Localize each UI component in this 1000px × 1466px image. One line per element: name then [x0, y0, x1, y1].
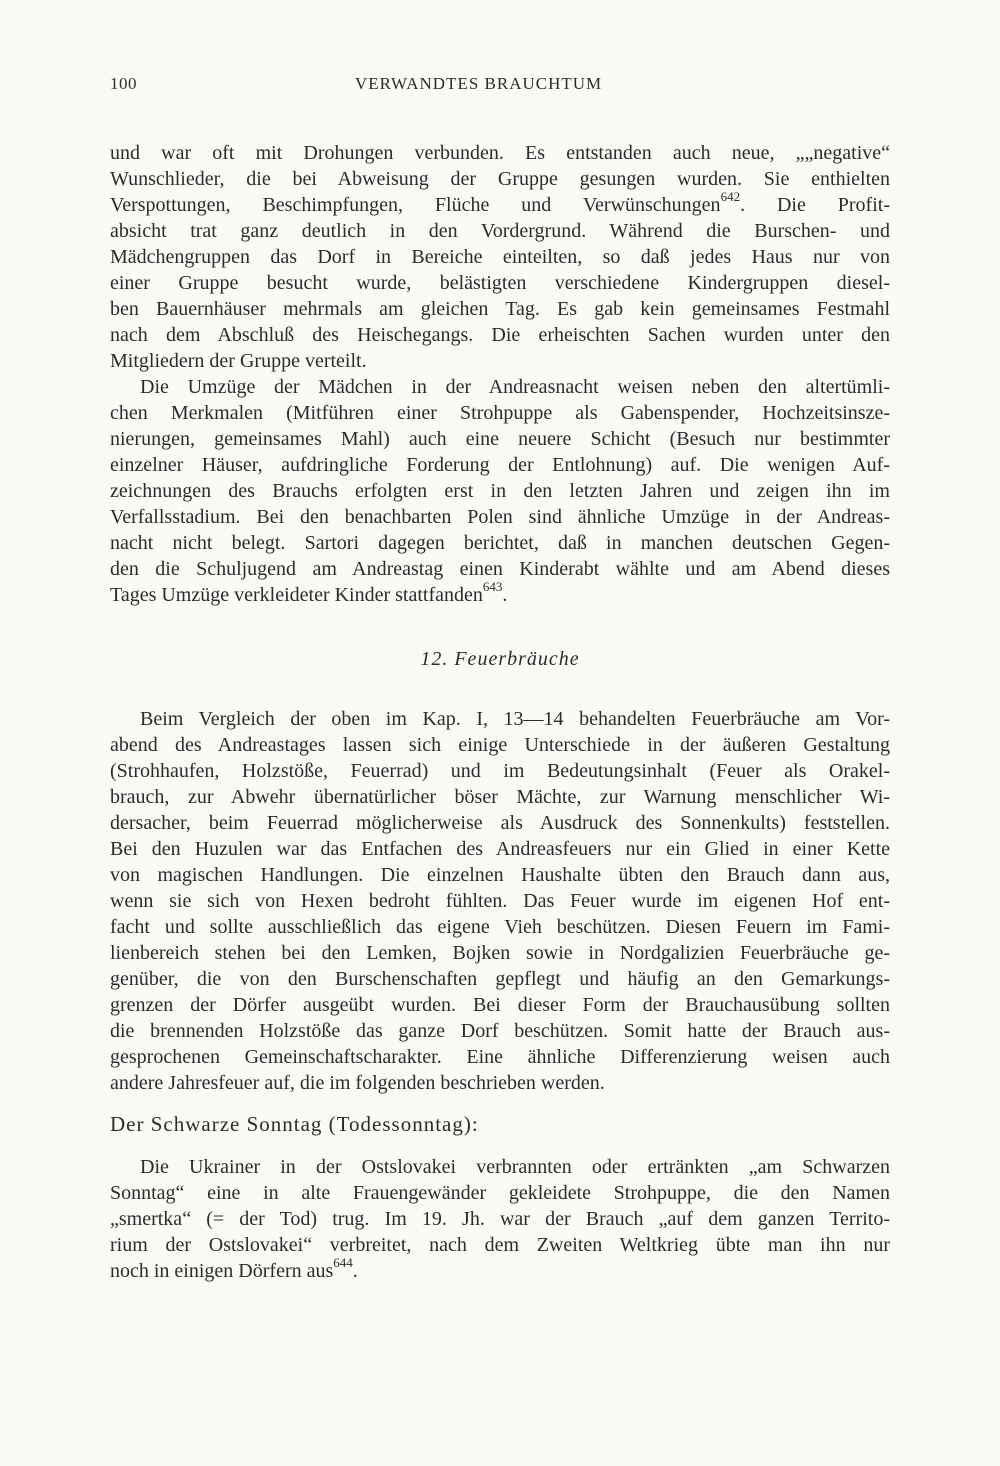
- text-line: Mitgliedern der Gruppe verteilt.: [110, 350, 367, 372]
- text-segment: Tages Umzüge verkleideter Kinder stattfanden: [110, 584, 483, 606]
- text-line: rium der Ostslovakei“ verbreitet, nach dem Zweiten Weltkrieg übte man ihn nur: [110, 1234, 890, 1256]
- text-line: (Strohhaufen, Holzstöße, Feuerrad) und im Bedeutungsinhalt (Feuer als Orakel-: [110, 760, 890, 782]
- text-line: von magischen Handlungen. Die einzelnen Haushalte übten den Brauch dann aus,: [110, 864, 890, 886]
- text-line: abend des Andreastages lassen sich einige Unterschiede in der äußeren Gestaltung: [110, 734, 890, 756]
- text-line: Wunschlieder, die bei Abweisung der Gruppe gesungen wurden. Sie enthielten: [110, 168, 890, 190]
- text-line: [110, 579, 508, 608]
- text-line: Die Umzüge der Mädchen in der Andreasnacht weisen neben den altertümli-: [140, 376, 890, 398]
- text-segment: noch in einigen Dörfern aus: [110, 1260, 334, 1282]
- text-line: [110, 189, 890, 218]
- subsection-heading: Der Schwarze Sonntag (Todessonntag):: [110, 1112, 479, 1136]
- footnote-ref-644: 644: [333, 1255, 353, 1271]
- text-line: chen Merkmalen (Mitführen einer Strohpuppe als Gabenspender, Hochzeitsinsze-: [110, 402, 890, 424]
- text-line: [110, 1255, 358, 1284]
- text-line: gesprochenen Gemeinschaftscharakter. Eine ähnliche Differenzierung weisen auch: [110, 1046, 890, 1068]
- running-header: [110, 74, 890, 100]
- text-line: Mädchengruppen das Dorf in Bereiche einteilten, so daß jedes Haus nur von: [110, 246, 890, 268]
- text-line: absicht trat ganz deutlich in den Vordergrund. Während die Burschen- und: [110, 220, 890, 242]
- text-line: grenzen der Dörfer ausgeübt wurden. Bei dieser Form der Brauchausübung sollten: [110, 994, 890, 1016]
- text-line: zeichnungen des Brauchs erfolgten erst in den letzten Jahren und zeigen ihn im: [110, 480, 890, 502]
- text-line: lienbereich stehen bei den Lemken, Bojken sowie in Nordgalizien Feuerbräuche ge-: [110, 942, 890, 964]
- text-line: einer Gruppe besucht wurde, belästigten verschiedene Kindergruppen diesel-: [110, 272, 890, 294]
- text-line: ben Bauernhäuser mehrmals am gleichen Tag. Es gab kein gemeinsames Festmahl: [110, 298, 890, 320]
- text-line: Sonntag“ eine in alte Frauengewänder gekleidete Strohpuppe, die den Namen: [110, 1182, 890, 1204]
- footnote-ref-643: 643: [482, 579, 503, 595]
- text-line: Die Ukrainer in der Ostslovakei verbrannten oder ertränkten „am Schwarzen: [140, 1156, 890, 1178]
- text-line: die brennenden Holzstöße das ganze Dorf beschützen. Somit hatte der Brauch aus-: [110, 1020, 890, 1042]
- text-line: facht und sollte ausschließlich das eigene Vieh beschützen. Diesen Feuern im Fami-: [110, 916, 890, 938]
- text-line: einzelner Häuser, aufdringliche Forderung der Entlohnung) auf. Die wenigen Auf-: [110, 454, 890, 476]
- text-line: nierungen, gemeinsames Mahl) auch eine neuere Schicht (Besuch nur bestimmter: [110, 428, 890, 450]
- text-line: wenn sie sich von Hexen bedroht fühlten. Das Feuer wurde im eigenen Hof ent-: [110, 890, 890, 912]
- text-segment: .: [502, 584, 508, 606]
- text-line: brauch, zur Abwehr übernatürlicher böser Mächte, zur Warnung menschlicher Wi-: [110, 786, 890, 808]
- text-segment: .: [352, 1260, 358, 1282]
- text-line: genüber, die von den Burschenschaften gepflegt und häufig an den Gemarkungs-: [110, 968, 890, 990]
- text-line: „smertka“ (= der Tod) trug. Im 19. Jh. war der Brauch „auf dem ganzen Territo-: [110, 1208, 890, 1230]
- text-line: andere Jahresfeuer auf, die im folgenden beschrieben werden.: [110, 1072, 605, 1094]
- text-segment: . Die Profit-: [740, 194, 890, 216]
- footnote-ref-642: 642: [720, 189, 741, 205]
- text-line: Bei den Huzulen war das Entfachen des Andreasfeuers nur ein Glied in einer Kette: [110, 838, 890, 860]
- running-title: VERWANDTES BRAUCHTUM: [355, 74, 603, 93]
- text-line: den die Schuljugend am Andreastag einen Kinderabt wählte und am Abend dieses: [110, 558, 890, 580]
- section-heading: 12. Feuerbräuche: [420, 648, 580, 670]
- text-line: und war oft mit Drohungen verbunden. Es entstanden auch neue, „„negative“: [110, 142, 890, 164]
- text-line: nacht nicht belegt. Sartori dagegen berichtet, daß in manchen deutschen Gegen-: [110, 532, 890, 554]
- page-number: 100: [110, 74, 137, 93]
- text-line: dersacher, beim Feuerrad möglicherweise als Ausdruck des Sonnenkults) feststellen.: [110, 812, 890, 834]
- text-line: Verfallsstadium. Bei den benachbarten Polen sind ähnliche Umzüge in der Andreas-: [110, 506, 890, 528]
- text-line: Beim Vergleich der oben im Kap. I, 13—14 behandelten Feuerbräuche am Vor-: [140, 708, 890, 730]
- text-segment: Verspottungen, Beschimpfungen, Flüche und Verwünschungen: [110, 194, 721, 216]
- text-line: nach dem Abschluß des Heischegangs. Die erheischten Sachen wurden unter den: [110, 324, 890, 346]
